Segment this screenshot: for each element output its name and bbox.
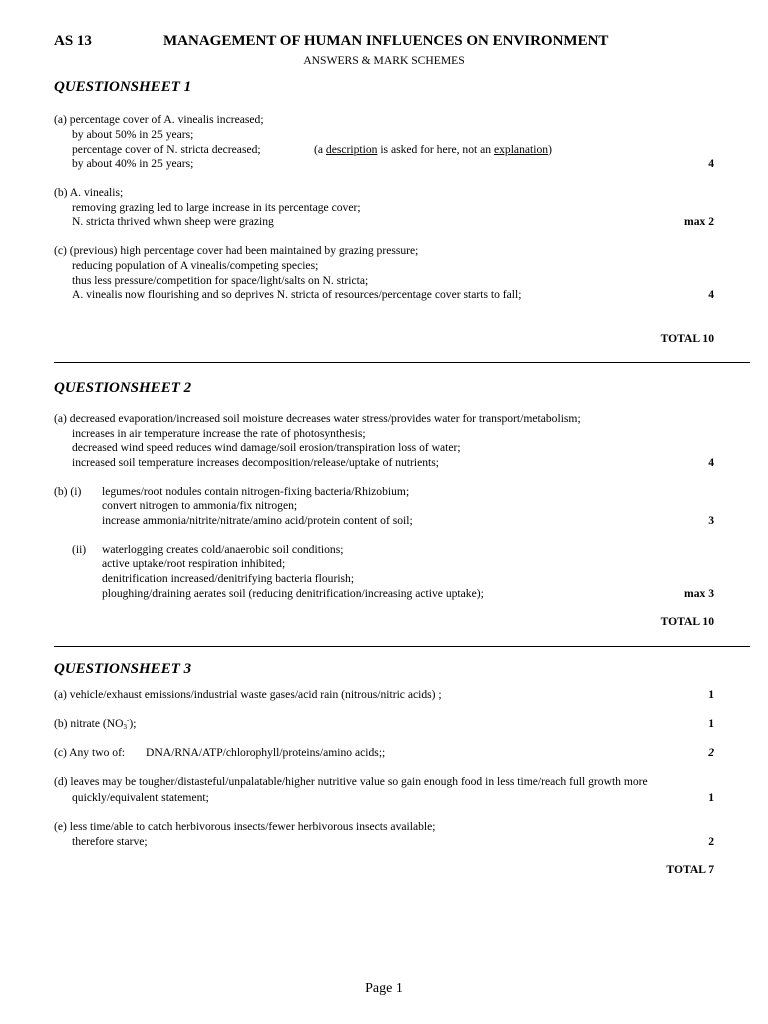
questionsheet-3-heading: QUESTIONSHEET 3 bbox=[54, 661, 192, 677]
q2a-mark: 4 bbox=[708, 456, 714, 469]
document-title: MANAGEMENT OF HUMAN INFLUENCES ON ENVIRONMENT bbox=[163, 33, 609, 49]
q3e-line-2: therefore starve; bbox=[72, 835, 148, 848]
q3d-line-1: (d) leaves may be tougher/distasteful/unpalatable/higher nutritive value so gain enough food in less time/reach full growth more bbox=[54, 775, 648, 788]
q3a-mark: 1 bbox=[708, 688, 714, 701]
q2bii-mark: max 3 bbox=[684, 587, 714, 600]
q2bi-label: (b) (i) bbox=[54, 485, 82, 498]
q3b-text: (b) nitrate $(NO_3^-)$; bbox=[54, 716, 137, 731]
q2-total: TOTAL 10 bbox=[660, 615, 714, 628]
q1a-line-4: by about 40% in 25 years; bbox=[72, 157, 194, 170]
q2a-line-3: decreased wind speed reduces wind damage/soil erosion/transpiration loss of water; bbox=[72, 441, 461, 454]
q3e-mark: 2 bbox=[708, 835, 714, 848]
questionsheet-1-heading: QUESTIONSHEET 1 bbox=[54, 79, 192, 95]
q1b-line-1: (b) A. vinealis; bbox=[54, 186, 124, 199]
q1a-note: (a description is asked for here, not an explanation) bbox=[314, 143, 552, 156]
q3c-text: DNA/RNA/ATP/chlorophyll/proteins/amino acids;; bbox=[146, 746, 386, 759]
q2bii-label: (ii) bbox=[72, 543, 87, 556]
section-divider bbox=[54, 362, 750, 363]
q3a-text: (a) vehicle/exhaust emissions/industrial waste gases/acid rain (nitrous/nitric acids) ; bbox=[54, 688, 442, 701]
q2bi-line-3: increase ammonia/nitrite/nitrate/amino acid/protein content of soil; bbox=[102, 514, 413, 527]
q1a-line-1: (a) percentage cover of A. vinealis increased; bbox=[54, 113, 264, 126]
q2a-line-1: (a) decreased evaporation/increased soil moisture decreases water stress/provides water for transport/metabolism; bbox=[54, 412, 581, 425]
q2bii-line-3: denitrification increased/denitrifying bacteria flourish; bbox=[102, 572, 355, 585]
q3d-mark: 1 bbox=[708, 791, 714, 804]
q2bii-line-1: waterlogging creates cold/anaerobic soil conditions; bbox=[102, 543, 344, 556]
q2bi-line-1: legumes/root nodules contain nitrogen-fixing bacteria/Rhizobium; bbox=[102, 485, 410, 498]
q1c-line-4: A. vinealis now flourishing and so deprives N. stricta of resources/percentage cover starts to fall; bbox=[72, 288, 522, 301]
q3c-mark: 2 bbox=[708, 746, 714, 759]
q3-total: TOTAL 7 bbox=[666, 863, 714, 876]
q1b-mark: max 2 bbox=[684, 215, 714, 228]
q1c-line-2: reducing population of A vinealis/competing species; bbox=[72, 259, 319, 272]
q3e-line-1: (e) less time/able to catch herbivorous insects/fewer herbivorous insects available; bbox=[54, 820, 436, 833]
q3b-mark: 1 bbox=[708, 717, 714, 730]
q1a-line-2: by about 50% in 25 years; bbox=[72, 128, 194, 141]
section-divider bbox=[54, 646, 750, 647]
q1c-mark: 4 bbox=[708, 288, 714, 301]
q2bii-line-2: active uptake/root respiration inhibited; bbox=[102, 557, 286, 570]
q1b-line-3: N. stricta thrived whwn sheep were grazing bbox=[72, 215, 274, 228]
document-subtitle: ANSWERS & MARK SCHEMES bbox=[303, 54, 465, 67]
page-number: Page 1 bbox=[365, 981, 403, 996]
q2bi-mark: 3 bbox=[708, 514, 714, 527]
q1c-line-1: (c) (previous) high percentage cover had been maintained by grazing pressure; bbox=[54, 244, 419, 257]
q1a-line-3: percentage cover of N. stricta decreased; bbox=[72, 143, 261, 156]
q1a-mark: 4 bbox=[708, 157, 714, 170]
q1b-line-2: removing grazing led to large increase in its percentage cover; bbox=[72, 201, 361, 214]
q3c-label: (c) Any two of: bbox=[54, 746, 126, 759]
q1-total: TOTAL 10 bbox=[660, 332, 714, 345]
q2a-line-4: increased soil temperature increases decomposition/release/uptake of nutrients; bbox=[72, 456, 439, 469]
q1c-line-3: thus less pressure/competition for space/light/salts on N. stricta; bbox=[72, 274, 369, 287]
questionsheet-2-heading: QUESTIONSHEET 2 bbox=[54, 380, 192, 396]
q3d-line-2: quickly/equivalent statement; bbox=[72, 791, 209, 804]
document-code: AS 13 bbox=[54, 33, 92, 49]
q2bii-line-4: ploughing/draining aerates soil (reducing denitrification/increasing active uptake); bbox=[102, 587, 484, 600]
q2a-line-2: increases in air temperature increase the rate of photosynthesis; bbox=[72, 427, 366, 440]
q2bi-line-2: convert nitrogen to ammonia/fix nitrogen; bbox=[102, 499, 298, 512]
